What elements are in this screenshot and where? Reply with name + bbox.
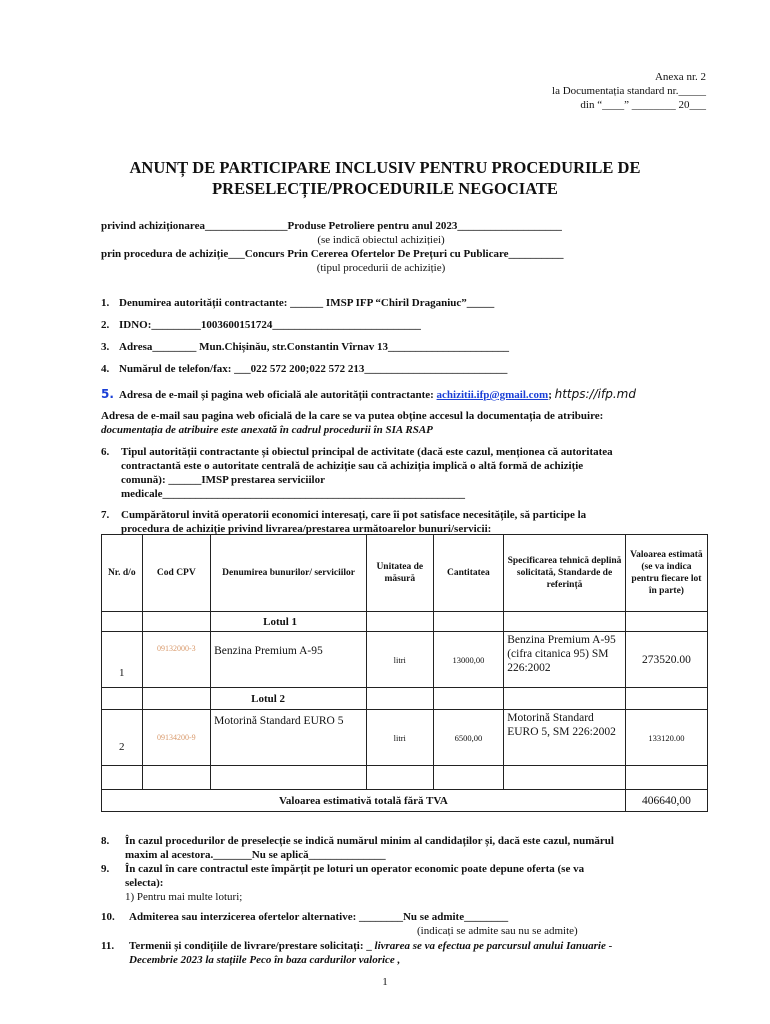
item-11-value-1: livrarea se va efectua pe parcursul anului Ianuarie - — [374, 940, 613, 952]
item-6-line-2: contractantă este o autoritate centrală de achiziție sau că achiziția implică o altă formă de achiziție — [121, 460, 584, 472]
procedure-hint: (tipul procedurii de achiziție) — [316, 262, 446, 274]
title-line-2: PRESELECȚIE/PROCEDURILE NEGOCIATE — [212, 179, 558, 198]
item-10-text: Admiterea sau interzicerea ofertelor alternative: ________Nu se admite________ — [129, 911, 509, 923]
item-9-option: 1) Pentru mai multe loturi; — [125, 891, 243, 903]
item-1: 1. Denumirea autorității contractante: ______ IMSP IFP “Chiril Draganiuc”_____ — [101, 297, 495, 309]
header-qty: Cantitatea — [433, 535, 504, 612]
lot-2-label-row — [102, 688, 708, 710]
total-row — [102, 790, 708, 812]
lot-2-unit: litri — [367, 710, 434, 766]
lot-1-value: 273520.00 — [625, 632, 707, 688]
annex-number: Anexa nr. 2 — [654, 71, 706, 83]
procedure-label: prin procedura de achiziție___ — [101, 248, 245, 260]
item-7-line-1: Cumpărătorul invită operatorii economici interesați, care îi pot satisface necesitățile, să participe la — [121, 509, 587, 521]
page-number: 1 — [382, 976, 388, 988]
item-9: 9. În cazul în care contractul este împărțit pe loturi un operator economic poate depune oferta (se va — [101, 863, 585, 875]
item-9-line-1: În cazul în care contractul este împărțit pe loturi un operator economic poate depune oferta (se va — [125, 863, 585, 875]
header-value: Valoarea estimată (se va indica pentru fiecare lot în parte) — [625, 535, 707, 612]
total-label: Valoarea estimativă totală fără TVA — [102, 790, 626, 812]
item-3: 3. Adresa________ Mun.Chișinău, str.Constantin Vîrnav 13______________________ — [101, 341, 510, 353]
acquisition-label: privind achiziționarea_______________ — [101, 220, 288, 232]
header-unit: Unitatea de măsură — [367, 535, 434, 612]
procedure-value: Concurs Prin Cererea Ofertelor De Prețuri cu Publicare__________ — [244, 248, 564, 260]
procurement-table — [101, 534, 708, 812]
lot-2-nr: 2 — [102, 710, 143, 766]
phone-fax: Numărul de telefon/fax: ___022 572 200;022 572 213__________________________ — [119, 363, 508, 375]
header-name: Denumirea bunurilor/ serviciilor — [211, 535, 367, 612]
total-value: 406640,00 — [625, 790, 707, 812]
lot-1-nr: 1 — [102, 632, 143, 688]
email-web-label: Adresa de e-mail și pagina web oficială ale autorității contractante: — [119, 389, 437, 401]
header-cpv: Cod CPV — [142, 535, 211, 612]
acquisition-hint: (se indică obiectul achiziției) — [317, 234, 445, 246]
item-9-line-2: selecta): — [125, 877, 164, 889]
access-value: documentația de atribuire este anexată în cadrul procedurii în SIA RSAP — [101, 424, 433, 436]
lot-2-value: 133120.00 — [625, 710, 707, 766]
empty-row — [102, 766, 708, 790]
item-6-line-1: Tipul autorității contractante și obiectul principal de activitate (dacă este cazul, menționea că autoritatea — [121, 446, 613, 458]
access-label: Adresa de e-mail sau pagina web oficială de la care se va putea obține accesul la documentația de atribuire: — [101, 410, 604, 422]
item-8-line-2: maxim al acestora._______Nu se aplică______________ — [125, 849, 386, 861]
item-11-label: Termenii și condițiile de livrare/prestare solicitați: _ — [129, 940, 375, 952]
address: Adresa________ Mun.Chișinău, str.Constantin Vîrnav 13______________________ — [119, 341, 510, 353]
item-8-line-1: În cazul procedurilor de preselecție se indică numărul minim al candidaților și, dacă este cazul, numărul — [125, 835, 614, 847]
lot-1-label-row — [102, 612, 708, 632]
lot-2-name: Motorină Standard EURO 5 — [211, 710, 367, 766]
page-title — [60, 157, 710, 199]
item-10-hint: (indicați se admite sau nu se admite) — [417, 925, 578, 937]
item-6-line-3: comună): ______IMSP prestarea serviciilor — [121, 474, 325, 486]
header-nr: Nr. d/o — [102, 535, 143, 612]
lot-2-qty: 6500,00 — [433, 710, 504, 766]
item-10: 10. Admiterea sau interzicerea ofertelor alternative: ________Nu se admite________ — [101, 911, 509, 923]
header-spec: Specificarea tehnică deplină solicitată, Standarde de referință — [504, 535, 626, 612]
item-6-line-4: medicale_______________________________________________________ — [121, 488, 466, 500]
lot-1-spec: Benzina Premium A-95 (cifra citanica 95) SM 226:2002 — [504, 632, 626, 688]
annex-date: din “____” ________ 20___ — [580, 99, 706, 111]
email-link[interactable]: achizitii.ifp@gmail.com — [436, 389, 549, 401]
lot-2-spec: Motorină Standard EURO 5, SM 226:2002 — [504, 710, 626, 766]
lot-2-label: Lotul 2 — [211, 688, 367, 710]
procedure-line — [101, 247, 564, 261]
acquisition-value: Produse Petroliere pentru anul 2023___________________ — [287, 220, 562, 232]
idno: IDNO:_________1003600151724___________________________ — [119, 319, 421, 331]
lot-2-cpv: 09134200-9 — [142, 710, 211, 766]
item-6: 6. Tipul autorității contractante și obiectul principal de activitate (dacă este cazul, menționea că autoritatea — [101, 446, 613, 458]
contracting-authority: Denumirea autorității contractante: ______ IMSP IFP “Chiril Draganiuc”_____ — [119, 297, 495, 309]
table-row — [102, 632, 708, 688]
lot-1-unit: litri — [367, 632, 434, 688]
lot-1-label: Lotul 1 — [211, 612, 367, 632]
website-link[interactable]: https://ifp.md — [554, 387, 636, 401]
item-11-value-2: Decembrie 2023 la stațiile Peco în baza cardurilor valorice , — [129, 954, 401, 966]
item-5: 5. Adresa de e-mail și pagina web oficială ale autorității contractante: achizitii.ifp@gmail.com; https://ifp.md — [101, 387, 636, 401]
table-row — [102, 710, 708, 766]
item-2: 2. IDNO:_________1003600151724___________________________ — [101, 319, 421, 331]
annex-doc-reference: la Documentația standard nr._____ — [552, 85, 706, 97]
lot-1-cpv: 09132000-3 — [142, 632, 211, 688]
item-4: 4. Numărul de telefon/fax: ___022 572 200;022 572 213__________________________ — [101, 363, 508, 375]
lot-1-qty: 13000,00 — [433, 632, 504, 688]
item-8: 8. În cazul procedurilor de preselecție se indică numărul minim al candidaților și, dacă este cazul, numărul — [101, 835, 614, 847]
item-11: 11. Termenii și condițiile de livrare/prestare solicitați: _ livrarea se va efectua pe parcursul anului Ianuarie - — [101, 940, 613, 952]
acquisition-line — [101, 219, 562, 233]
item-7: 7. Cumpărătorul invită operatorii economici interesați, care îi pot satisface necesitățile, să participe la — [101, 509, 587, 521]
lot-1-name: Benzina Premium A-95 — [211, 632, 367, 688]
item-7-line-2: procedura de achiziție privind livrarea/prestarea următoarelor bunuri/servicii: — [121, 523, 492, 535]
title-line-1: ANUNȚ DE PARTICIPARE INCLUSIV PENTRU PROCEDURILE DE — [129, 158, 641, 177]
table-header-row — [102, 535, 708, 612]
